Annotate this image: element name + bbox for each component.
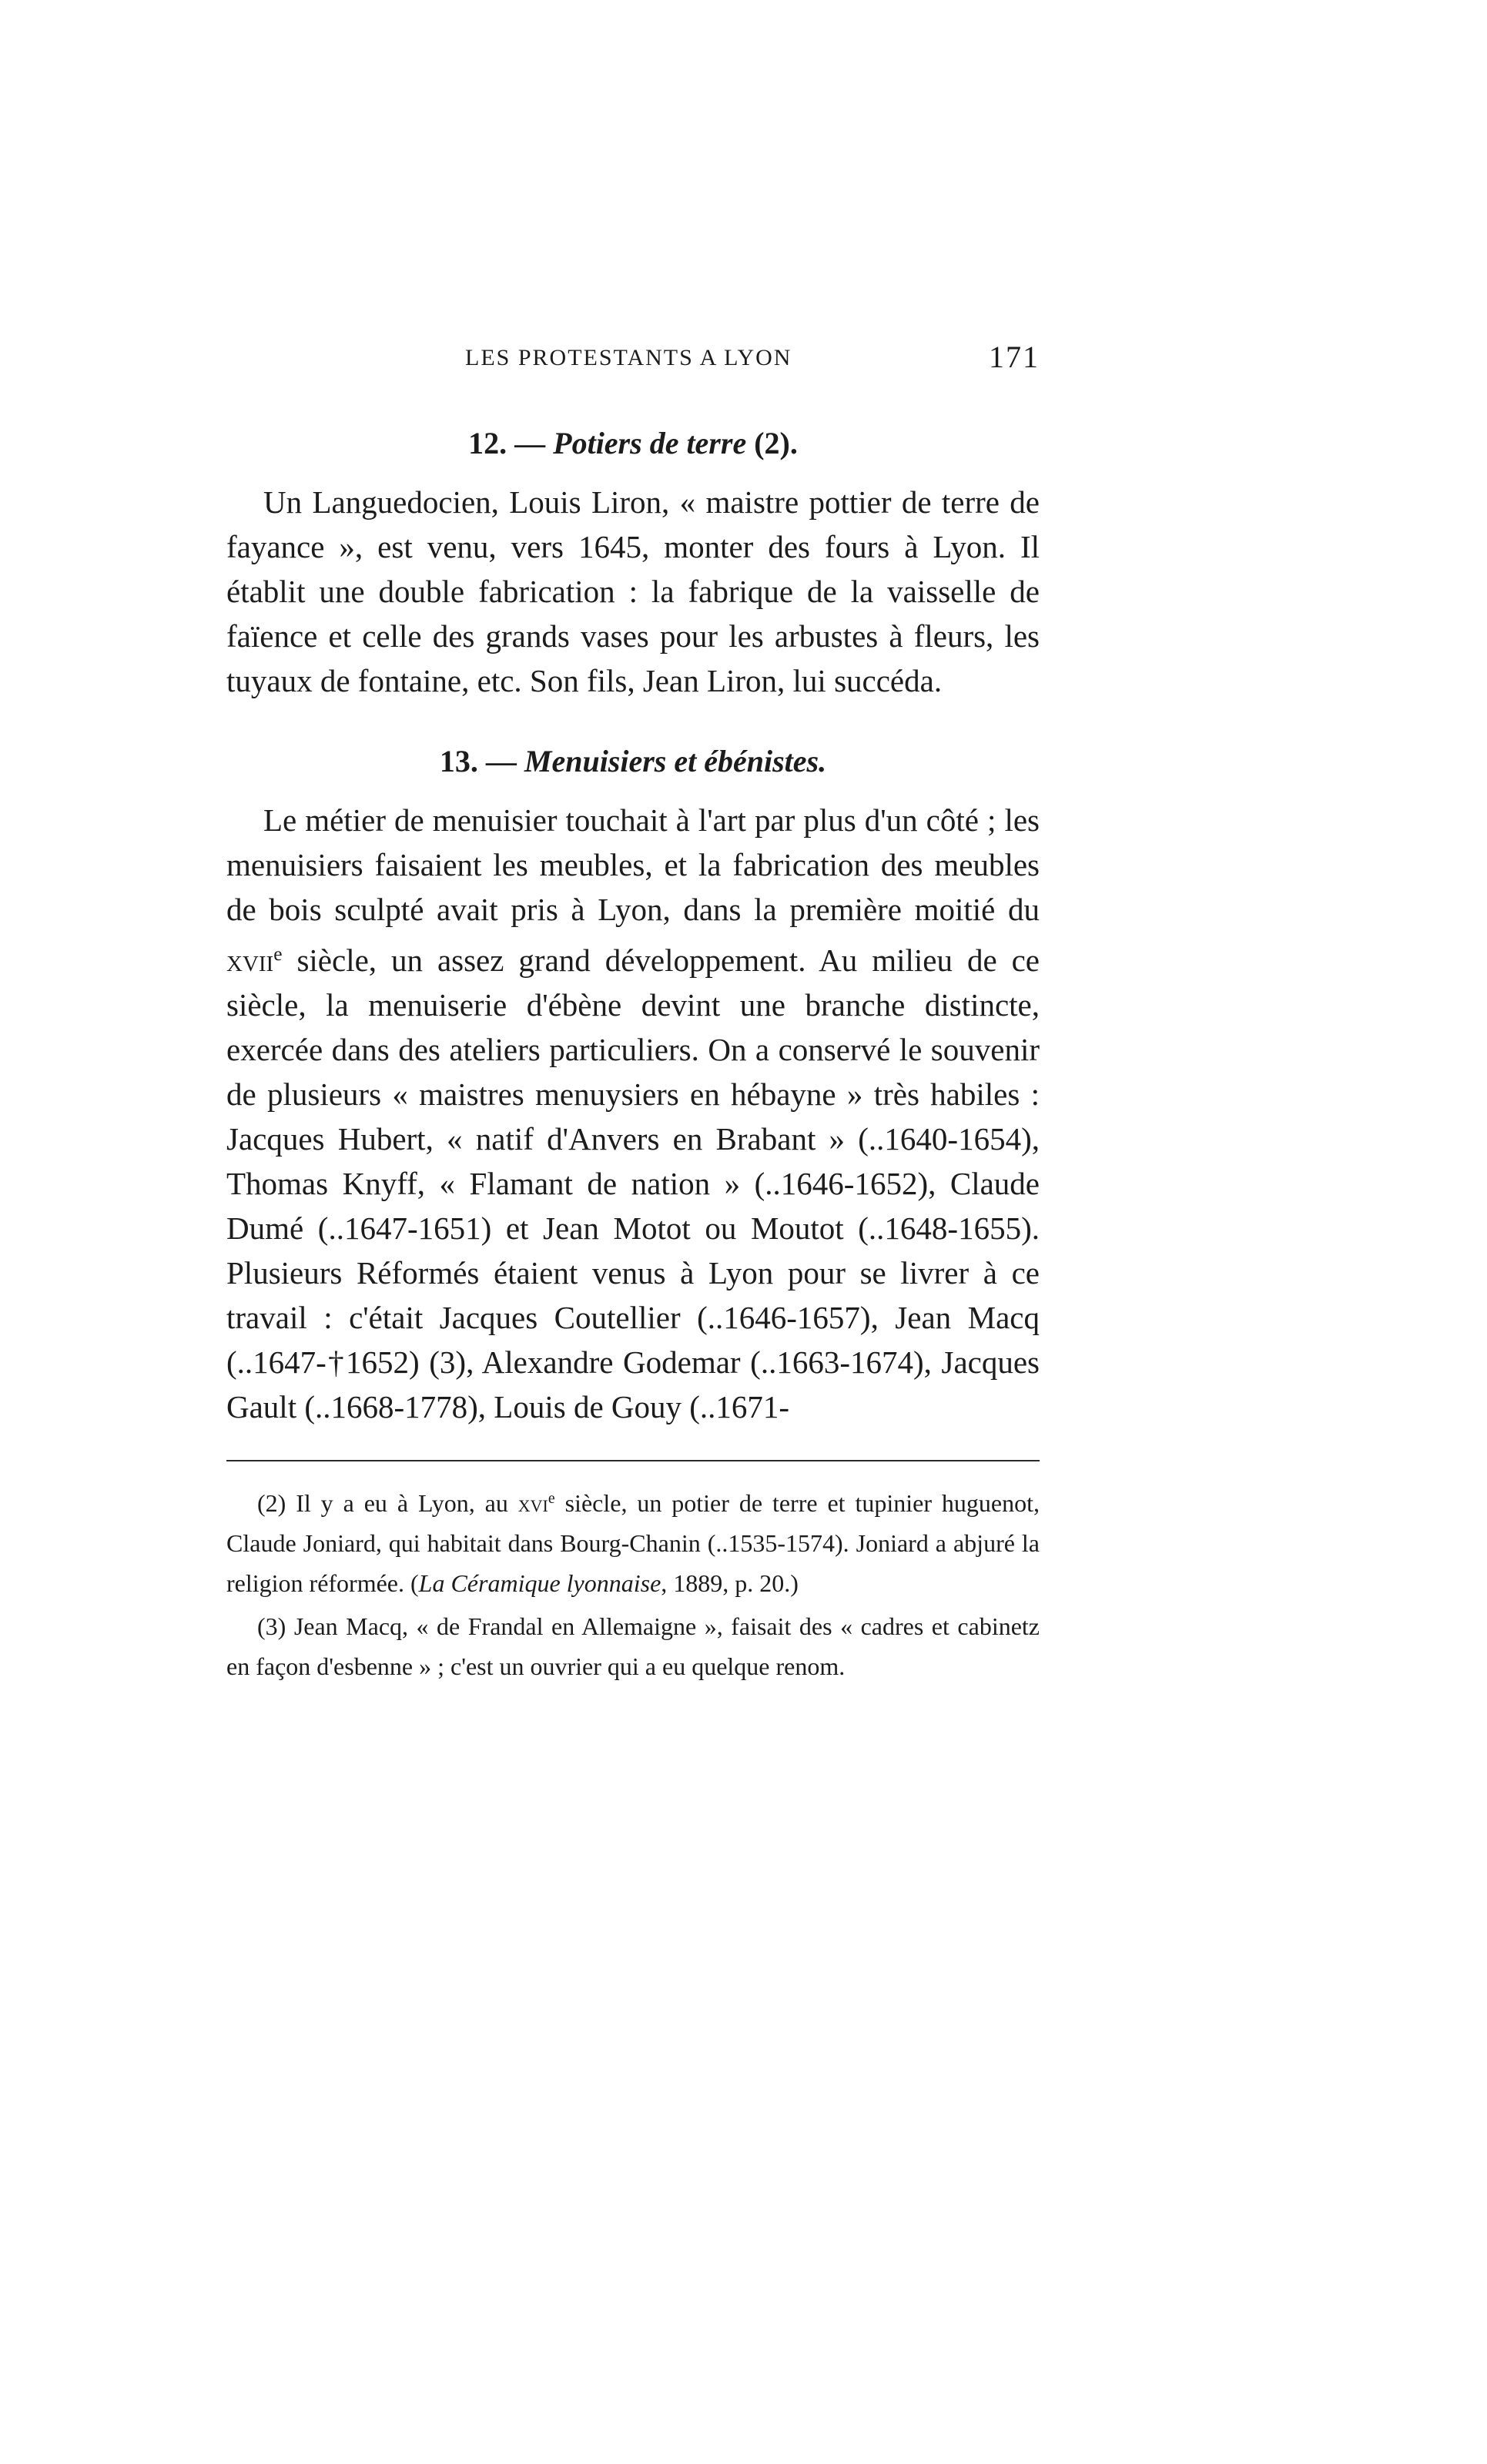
paragraph-text-end: siècle, un assez grand développement. Au milieu de ce siècle, la menuiserie d'ébène devint une branche distincte, exercée dans des ateliers particuliers. On a conservé le souvenir de plusieurs « maistres menuysiers en hébayne » très habiles : Jacques Hubert, « natif d'Anvers en Brabant » (..1640-1654), Thomas Knyff, « Flamant de nation » (..1646-1652), Claude Dumé (..1647-1651) et Jean Motot ou Moutot (..1648-1655). Plusieurs Réformés étaient venus à Lyon pour se livrer à ce travail : c'était Jacques Coutellier (..1646-1657), Jean Macq (..1647-†1652) (3), Alexandre Godemar (..1663-1674), Jacques Gault (..1668-1778), Louis de Gouy (..1671- <box>226 942 1040 1424</box>
section-title: Potiers de terre <box>553 426 747 460</box>
section-number: 12. <box>468 426 507 460</box>
citation-details: , 1889, p. 20.) <box>661 1568 799 1597</box>
section-heading-potiers <box>226 425 1040 461</box>
section-title: Menuisiers et ébénistes. <box>524 744 827 778</box>
book-page <box>226 339 1040 1686</box>
footnote-3: (3) Jean Macq, « de Frandal en Allemaigne », faisait des « cadres et cabinetz en façon d'esbenne » ; c'est un ouvrier qui a eu quelque renom. <box>226 1612 1040 1680</box>
footnotes <box>226 1478 1040 1686</box>
century-roman: xvii <box>226 942 274 978</box>
section-number: 13. <box>439 744 478 778</box>
page-number: 171 <box>989 340 1040 374</box>
footnote-text-middle: siècle, un potier de terre et tupinier huguenot, Claude Joniard, qui habitait dans Bourg-Chanin (..1535-1574). Joniard a abjuré la religion réformée. ( <box>226 1488 1040 1597</box>
paragraph-potiers: Un Languedocien, Louis Liron, « maistre pottier de terre de fayance », est venu, vers 1645, monter des fours à Lyon. Il établit une double fabrication : la fabrique de la vaisselle de faïence et celle des grands vases pour les arbustes à fleurs, les tuyaux de fontaine, etc. Son fils, Jean Liron, lui succéda. <box>226 484 1040 698</box>
footnote-divider <box>226 1460 1040 1461</box>
running-title: LES PROTESTANTS A LYON <box>465 345 792 370</box>
paragraph-menuisiers <box>226 798 1040 1429</box>
century-superscript: e <box>548 1489 555 1507</box>
paragraph-text-start: Le métier de menuisier touchait à l'art par plus d'un côté ; les menuisiers faisaient les meubles, et la fabrication des meubles de bois sculpté avait pris à Lyon, dans la première moitié du <box>226 802 1040 927</box>
footnote-text-start: (2) Il y a eu à Lyon, au <box>257 1488 518 1517</box>
footnote-ref: (2). <box>754 426 798 460</box>
century-superscript: e <box>273 943 283 965</box>
section-heading-menuisiers <box>226 743 1040 779</box>
heading-dash: — <box>514 426 546 460</box>
heading-dash: — <box>485 744 517 778</box>
running-head <box>226 339 1040 385</box>
century-roman: xvi <box>517 1488 548 1517</box>
citation-title: La Céramique lyonnaise <box>418 1568 661 1597</box>
footnote-2 <box>226 1478 1040 1603</box>
